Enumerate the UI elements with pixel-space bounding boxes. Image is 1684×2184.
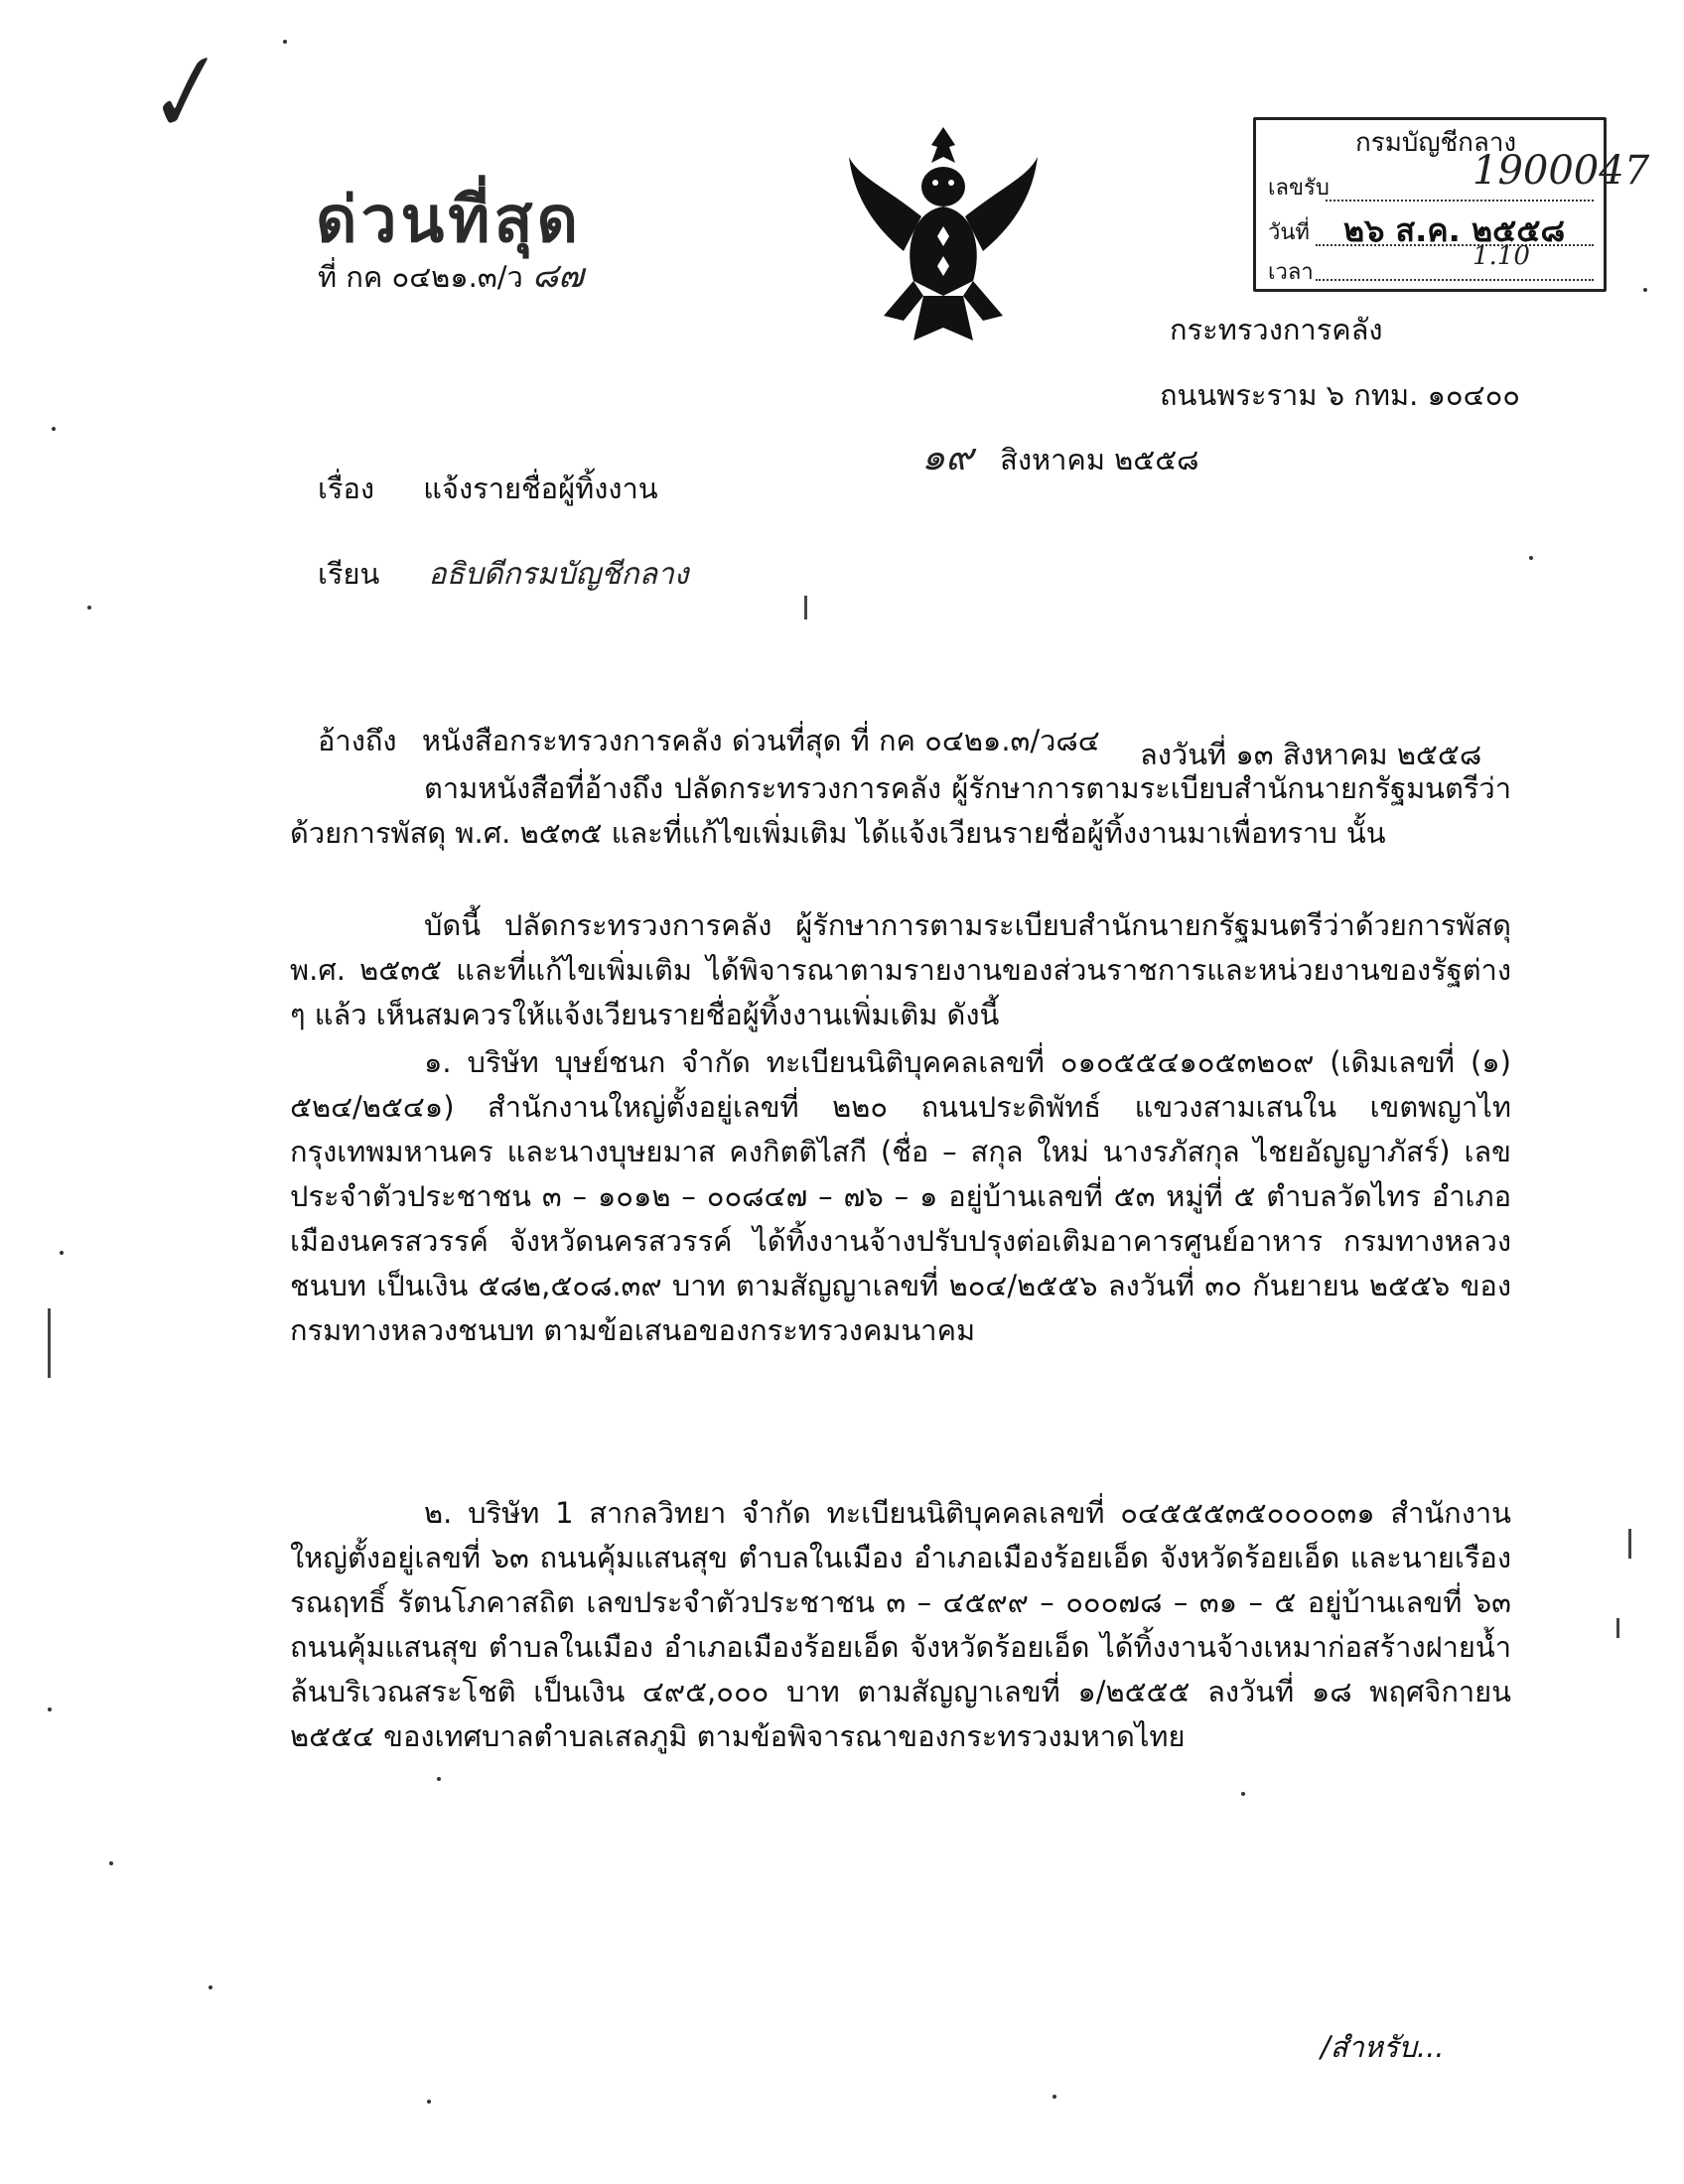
margin-mark [48, 1308, 51, 1378]
garuda-emblem-icon [844, 117, 1043, 345]
reference-label: อ้างถึง [318, 724, 397, 757]
scan-speck [87, 606, 91, 610]
receipt-number-label: เลขรับ [1268, 176, 1330, 201]
margin-mark [1628, 1529, 1631, 1559]
salutation-line [318, 554, 688, 595]
receipt-time-label: เวลา [1268, 260, 1314, 285]
receipt-org: กรมบัญชีกลาง [1355, 128, 1517, 158]
scan-speck [109, 1861, 113, 1865]
scan-speck [283, 40, 287, 44]
scan-speck [48, 1707, 52, 1711]
subject-label: เรื่อง [318, 472, 375, 505]
date-month-year: สิงหาคม ๒๕๕๘ [1000, 443, 1199, 477]
receipt-stamp [1253, 117, 1650, 292]
scan-speck [1529, 556, 1533, 560]
list-item-1: ๑. บริษัท บุษย์ชนก จำกัด ทะเบียนนิติบุคคลเลขที่ ๐๑๐๕๕๔๑๐๕๓๒๐๙ (เดิมเลขที่ (๑) ๕๒๔/๒๕๔๑) สำนักงานใหญ่ตั้งอยู่เลขที่ ๒๒๐ ถนนประดิพัทธ์ แขวงสามเสนใน เขตพญาไท กรุงเทพมหานคร และนางบุษยมาส คงกิตติไสกี (ชื่อ – สกุล ใหม่ นางรภัสกุล ไชยอัญญาภัสร์) เลขประจำตัวประชาชน ๓ – ๑๐๑๒ – ๐๐๘๔๗ – ๗๖ – ๑ อยู่บ้านเลขที่ ๕๓ หมู่ที่ ๕ ตำบลวัดไทร อำเภอเมืองนครสวรรค์ จังหวัดนครสวรรค์ ได้ทิ้งงานจ้างปรับปรุงต่อเติมอาคารศูนย์อาหาร กรมทางหลวงชนบท เป็นเงิน ๕๘๒,๕๐๘.๓๙ บาท ตามสัญญาเลขที่ ๒๐๔/๒๕๕๖ ลงวันที่ ๓๐ กันยายน ๒๕๕๖ ของกรมทางหลวงชนบท ตามข้อเสนอของกระทรวงคมนาคม [290, 1045, 1511, 1347]
urgency-stamp: ด่วนที่สุด [316, 183, 583, 257]
handwritten-check-mark: ✓ [123, 30, 234, 161]
receipt-time-value: 1.10 [1473, 241, 1530, 271]
scan-speck [1052, 2095, 1056, 2099]
subject-text: แจ้งรายชื่อผู้ทิ้งงาน [423, 472, 658, 505]
scan-speck [60, 1251, 64, 1255]
scan-speck [1241, 1792, 1245, 1796]
continuation-marker: /สำหรับ... [1321, 2030, 1445, 2064]
document-ref-number [318, 256, 584, 297]
reference-line [318, 721, 1100, 760]
salutation-recipient-handwritten: อธิบดีกรมบัญชีกลาง [428, 557, 689, 592]
body-paragraph-2: บัดนี้ ปลัดกระทรวงการคลัง ผู้รักษาการตามระเบียบสำนักนายกรัฐมนตรีว่าด้วยการพัสดุ พ.ศ. ๒๕๓๕ และที่แก้ไขเพิ่มเติม ได้พิจารณาตามรายงานของส่วนราชการและหน่วยงานของรัฐต่าง ๆ แล้ว เห็นสมควรให้แจ้งเวียนรายชื่อผู้ทิ้งงานเพิ่มเติม ดังนี้ [290, 908, 1511, 1031]
scan-speck [1643, 288, 1647, 292]
sender-address: ถนนพระราม ๖ กทม. ๑๐๔๐๐ [1160, 378, 1520, 412]
reference-text: หนังสือกระทรวงการคลัง ด่วนที่สุด ที่ กค ๐๔๒๑.๓/ว๘๔ [421, 724, 1100, 757]
subject-line [318, 469, 658, 508]
ref-number-handwritten: ๘๗ [532, 256, 584, 296]
list-item-2: ๒. บริษัท 1 สากลวิทยา จำกัด ทะเบียนนิติบุคคลเลขที่ ๐๔๕๕๕๓๕๐๐๐๐๓๑ สำนักงานใหญ่ตั้งอยู่เลขที่ ๖๓ ถนนคุ้มแสนสุข ตำบลในเมือง อำเภอเมืองร้อยเอ็ด จังหวัดร้อยเอ็ด และนายเรืองรณฤทธิ์ รัตนโภคาสถิต เลขประจำตัวประชาชน ๓ – ๔๕๙๙ – ๐๐๐๗๘ – ๓๑ – ๕ อยู่บ้านเลขที่ ๖๓ ถนนคุ้มแสนสุข ตำบลในเมือง อำเภอเมืองร้อยเอ็ด จังหวัดร้อยเอ็ด ได้ทิ้งงานจ้างเหมาก่อสร้างฝายน้ำล้นบริเวณสระโชติ เป็นเงิน ๔๙๕,๐๐๐ บาท ตามสัญญาเลขที่ ๑/๒๕๕๕ ลงวันที่ ๑๘ พฤศจิกายน ๒๕๕๔ ของเทศบาลตำบลเสลภูมิ ตามข้อพิจารณาของกระทรวงมหาดไทย [290, 1496, 1511, 1753]
margin-mark [804, 596, 807, 619]
body-paragraph-1: ตามหนังสือที่อ้างถึง ปลัดกระทรวงการคลัง ผู้รักษาการตามระเบียบสำนักนายกรัฐมนตรีว่าด้วยการพัสดุ พ.ศ. ๒๕๓๕ และที่แก้ไขเพิ่มเติม ได้แจ้งเวียนรายชื่อผู้ทิ้งงานมาเพื่อทราบ นั้น [290, 771, 1511, 850]
receipt-date-label: วันที่ [1268, 220, 1310, 245]
sender-ministry: กระทรวงการคลัง [1170, 313, 1383, 346]
document-date [921, 437, 1199, 479]
date-day-handwritten: ๑๙ [921, 435, 973, 478]
scan-speck [437, 1777, 441, 1781]
scan-speck [52, 427, 56, 431]
scan-speck [209, 1985, 212, 1989]
ref-number-prefix: ที่ กค ๐๔๒๑.๓/ว [318, 260, 523, 294]
receipt-number-value: 1900047 [1473, 148, 1650, 194]
scan-speck [427, 2100, 431, 2104]
receipt-date-value: ๒๖ ส.ค. ๒๕๕๘ [1343, 211, 1566, 249]
reference-date: ลงวันที่ ๑๓ สิงหาคม ๒๕๕๘ [1140, 738, 1482, 771]
salutation-label: เรียน [318, 557, 380, 591]
margin-mark [1616, 1618, 1619, 1638]
